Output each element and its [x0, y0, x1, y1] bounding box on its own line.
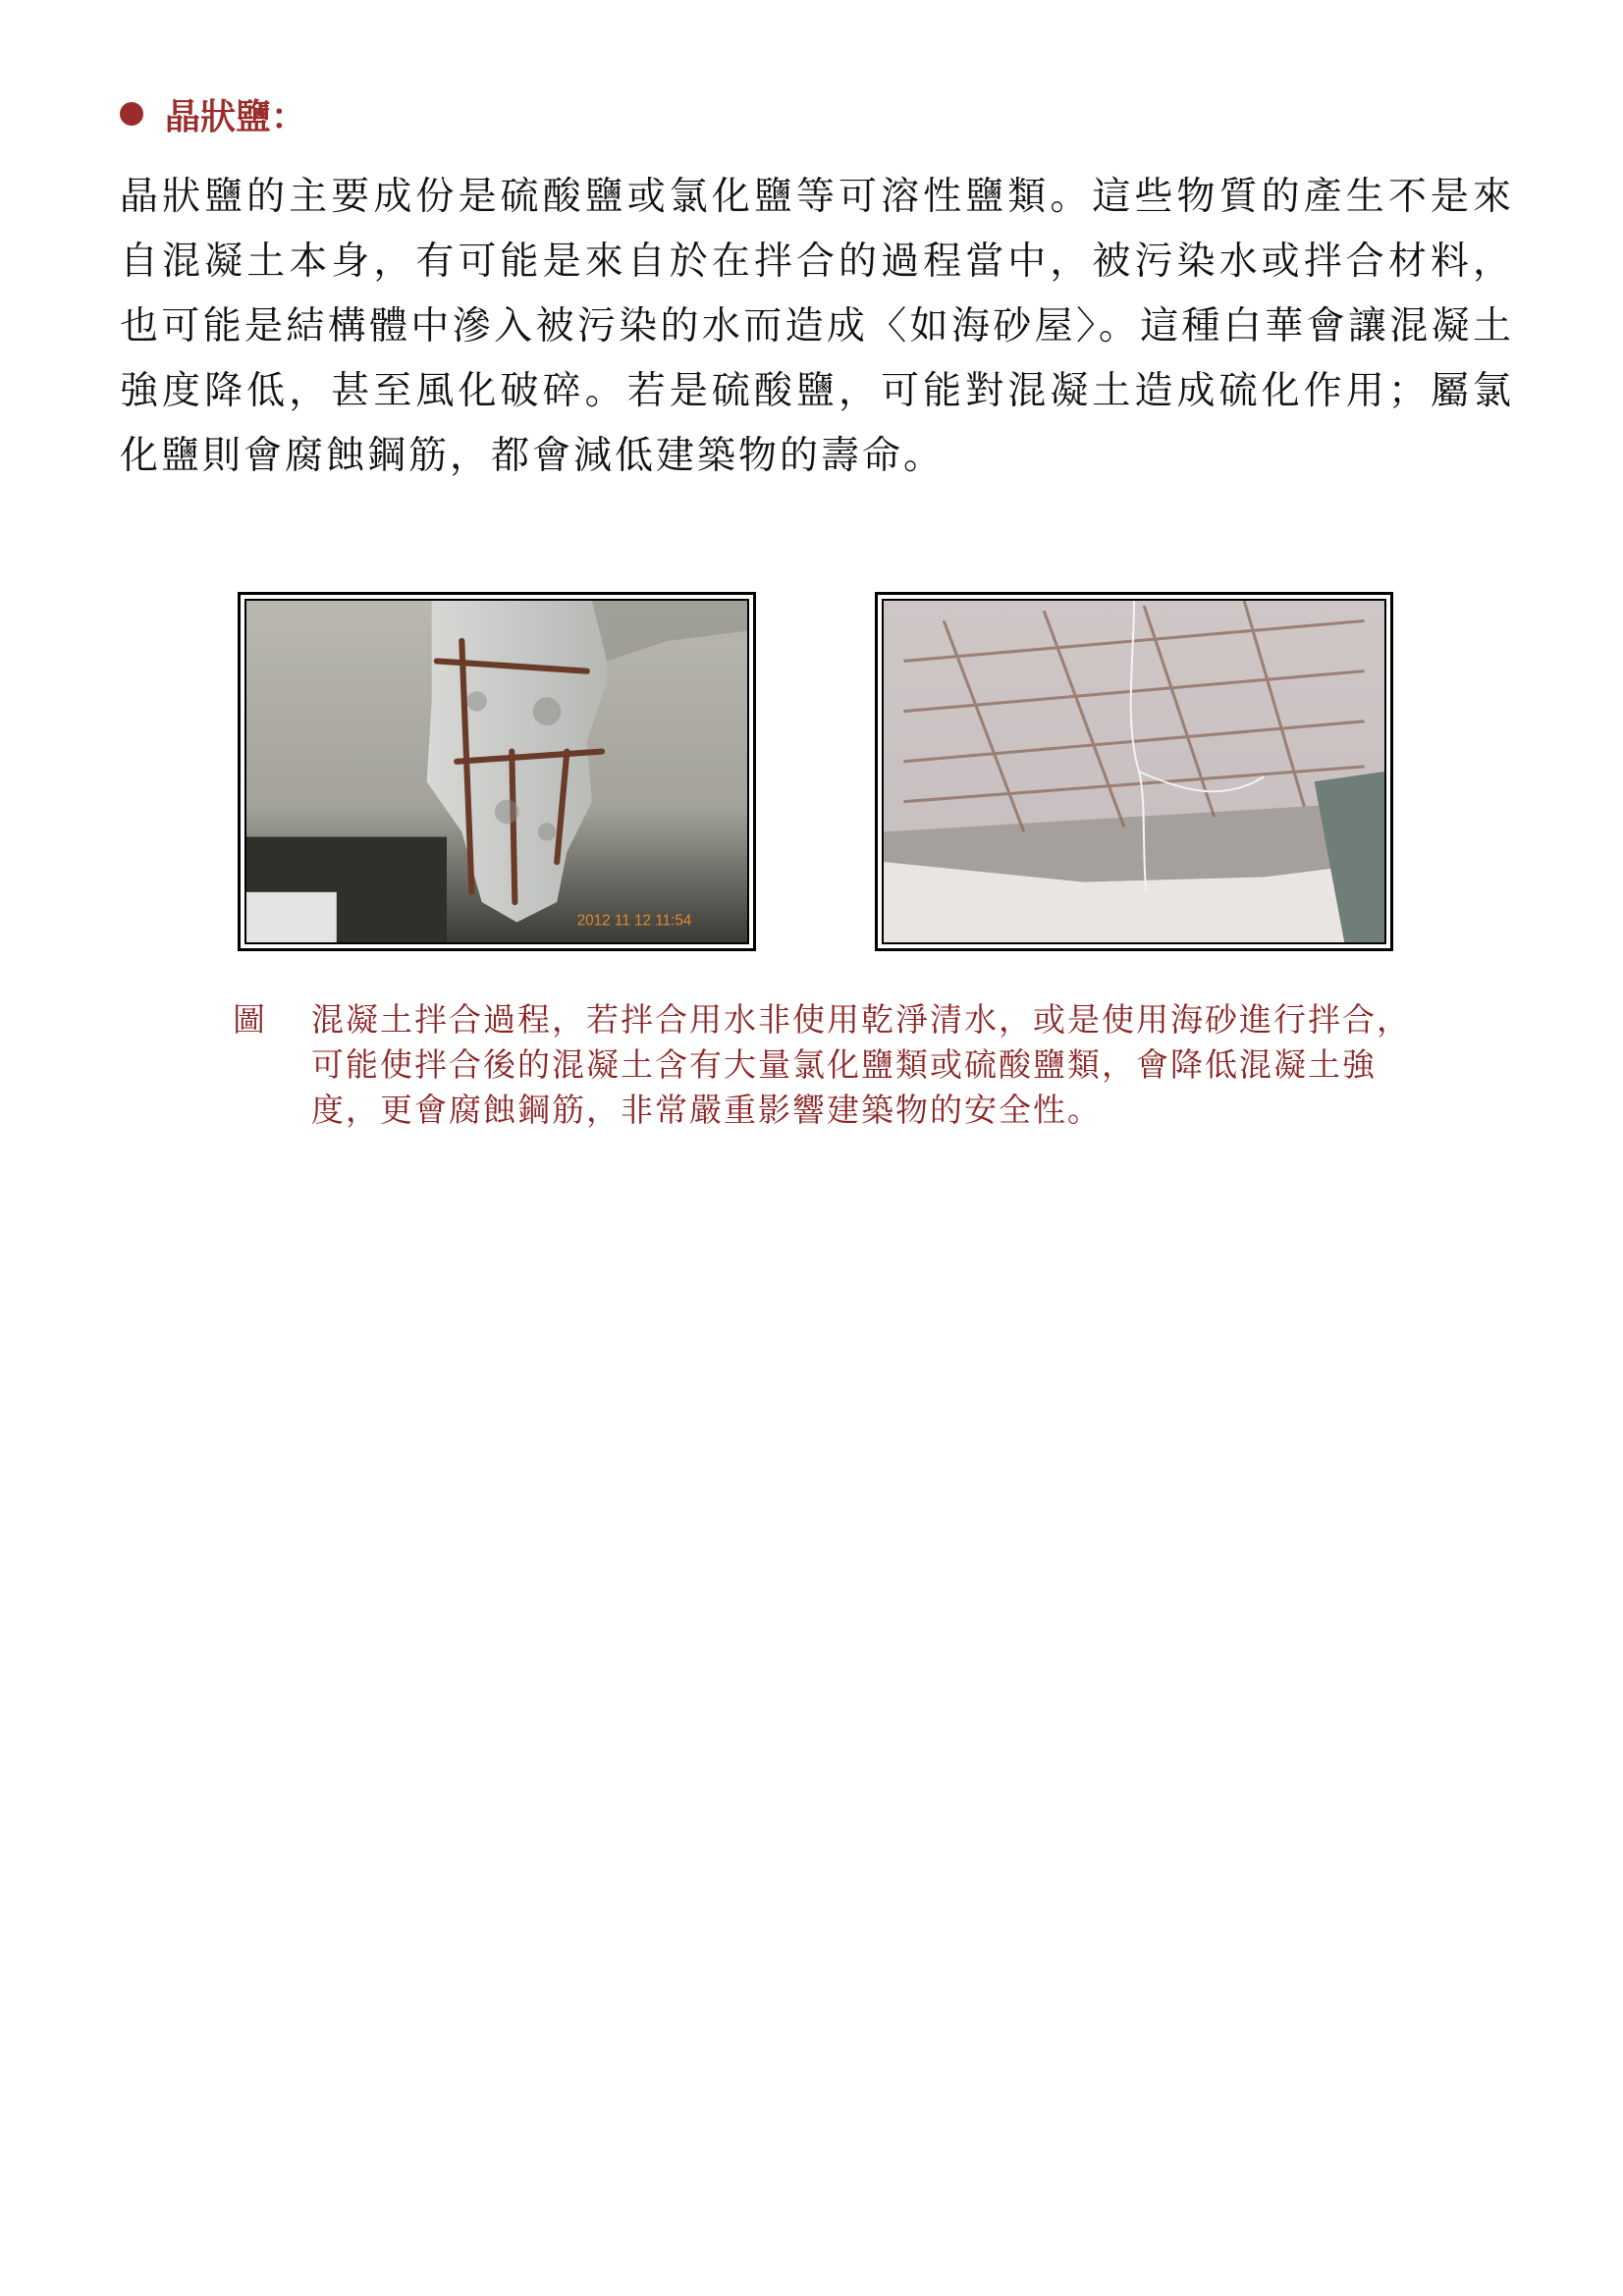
caption-text: 混凝土拌合過程，若拌合用水非使用乾淨清水，或是使用海砂進行拌合，可能使拌合後的混凝土含有大量氯化鹽類或硫酸鹽類，會降低混凝土強度，更會腐蝕鋼筋，非常嚴重影響建築物的安全性。 — [311, 1000, 1411, 1129]
section-heading — [120, 86, 306, 141]
section-title: 晶狀鹽： — [165, 95, 307, 137]
photo-timestamp: 2012 11 12 11:54 — [576, 912, 692, 930]
photo-spalled-ceiling — [875, 592, 1393, 951]
caption-label: 圖 — [233, 1000, 267, 1039]
body-paragraph: 晶狀鹽的主要成份是硫酸鹽或氯化鹽等可溶性鹽類。這些物質的產生不是來自混凝土本身，有可能是來自於在拌合的過程當中，被污染水或拌合材料，也可能是結構體中滲入被污染的水而造成〈如海砂屋〉。這種白華會讓混凝土強度降低，甚至風化破碎。若是硫酸鹽，可能對混凝土造成硫化作用；屬氯化鹽則會腐蝕鋼筋，都會減低建築物的壽命。 — [120, 175, 1514, 478]
photo-spalled-column — [238, 592, 756, 951]
spalled-ceiling-image — [884, 601, 1384, 942]
figure-caption — [233, 997, 1440, 1133]
spalled-column-image — [246, 601, 747, 942]
bullet-icon — [120, 102, 143, 126]
